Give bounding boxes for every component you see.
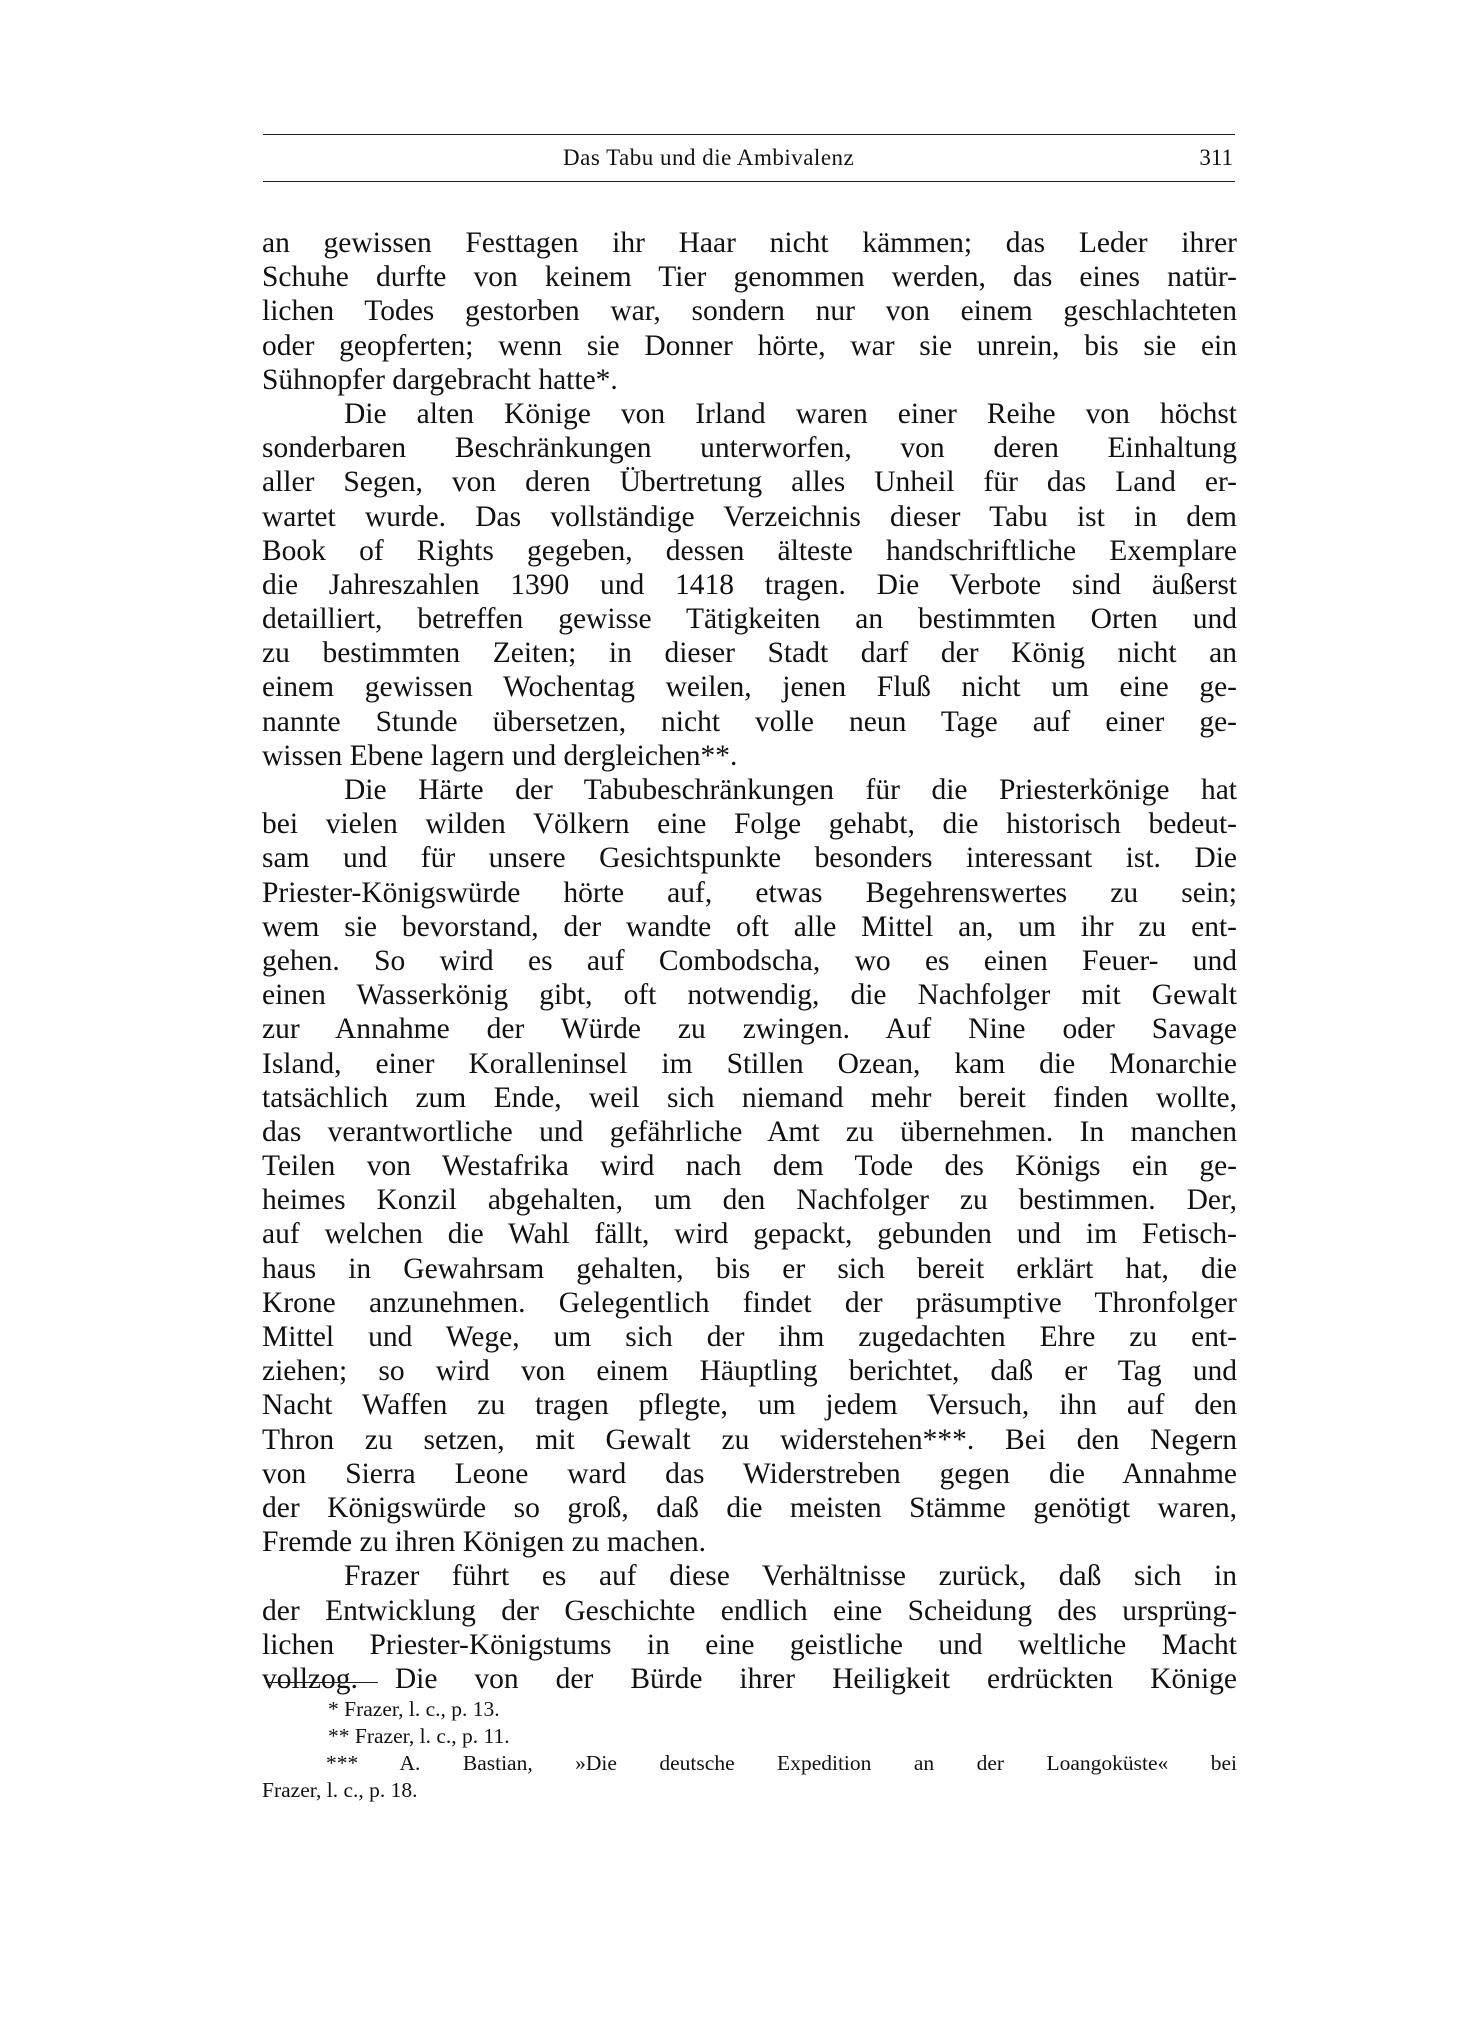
text-line: detailliert, betreffen gewisse Tätigkeiten an bestimmten Orten und [262, 603, 1237, 636]
text-line: der Entwicklung der Geschichte endlich eine Scheidung des ursprüng- [262, 1594, 1237, 1627]
text-line: die Jahreszahlen 1390 und 1418 tragen. Die Verbote sind äußerst [262, 568, 1237, 601]
text-line: Teilen von Westafrika wird nach dem Tode des Königs ein ge- [262, 1150, 1237, 1183]
text-line: lichen Todes gestorben war, sondern nur von einem geschlachteten [262, 295, 1237, 328]
text-line: haus in Gewahrsam gehalten, bis er sich bereit erklärt hat, die [262, 1252, 1237, 1285]
text-line: Die alten Könige von Irland waren einer Reihe von höchst [344, 397, 1237, 430]
text-line: Schuhe durfte von keinem Tier genommen werden, das eines natür- [262, 261, 1237, 294]
text-line: Fremde zu ihren Königen zu machen. [262, 1526, 706, 1559]
text-line: Nacht Waffen zu tragen pflegte, um jedem Versuch, ihn auf den [262, 1389, 1237, 1422]
text-line: zu bestimmten Zeiten; in dieser Stadt darf der König nicht an [262, 637, 1237, 670]
text-line: lichen Priester-Königstums in eine geistliche und weltliche Macht [262, 1628, 1237, 1661]
text-line: heimes Konzil abgehalten, um den Nachfolger zu bestimmen. Der, [262, 1184, 1237, 1217]
text-line: einen Wasserkönig gibt, oft notwendig, die Nachfolger mit Gewalt [262, 979, 1237, 1012]
text-line: Thron zu setzen, mit Gewalt zu widerstehen***. Bei den Negern [262, 1423, 1237, 1456]
text-line: wissen Ebene lagern und dergleichen**. [262, 739, 738, 772]
text-line: tatsächlich zum Ende, weil sich niemand mehr bereit finden wollte, [262, 1081, 1237, 1114]
text-line: wem sie bevorstand, der wandte oft alle Mittel an, um ihr zu ent- [262, 910, 1237, 943]
text-line: auf welchen die Wahl fällt, wird gepackt, gebunden und im Fetisch- [262, 1218, 1237, 1251]
text-line: vollzog. Die von der Bürde ihrer Heiligkeit erdrückten Könige [262, 1662, 1237, 1695]
text-line: nannte Stunde übersetzen, nicht volle neun Tage auf einer ge- [262, 705, 1237, 738]
text-line: der Königswürde so groß, daß die meisten Stämme genötigt waren, [262, 1491, 1237, 1524]
footnote-rule [266, 1682, 378, 1683]
text-line: ziehen; so wird von einem Häuptling berichtet, daß er Tag und [262, 1355, 1237, 1388]
text-line: Krone anzunehmen. Gelegentlich findet der präsumptive Thronfolger [262, 1286, 1237, 1319]
text-line: aller Segen, von deren Übertretung alles Unheil für das Land er- [262, 466, 1237, 499]
text-line: einem gewissen Wochentag weilen, jenen Fluß nicht um eine ge- [262, 671, 1237, 704]
text-line: Priester-Königswürde hörte auf, etwas Begehrenswertes zu sein; [262, 876, 1237, 909]
text-line: Book of Rights gegeben, dessen älteste handschriftliche Exemplare [262, 534, 1237, 567]
text-line: an gewissen Festtagen ihr Haar nicht kämmen; das Leder ihrer [262, 227, 1237, 259]
running-head [263, 143, 1235, 173]
text-line: bei vielen wilden Völkern eine Folge gehabt, die historisch bedeut- [262, 808, 1237, 841]
text-line: Die Härte der Tabubeschränkungen für die Priesterkönige hat [344, 774, 1237, 806]
running-title: Das Tabu und die Ambivalenz [563, 145, 855, 170]
header-rule-bottom [263, 181, 1235, 182]
text-line: sam und für unsere Gesichtspunkte besonders interessant ist. Die [262, 842, 1237, 875]
text-line: gehen. So wird es auf Combodscha, wo es einen Feuer- und [262, 944, 1237, 977]
text-line: Frazer führt es auf diese Verhältnisse zurück, daß sich in [344, 1560, 1237, 1593]
page-number: 311 [1199, 145, 1233, 170]
text-line: Sühnopfer dargebracht hatte*. [262, 363, 618, 396]
text-line: Island, einer Koralleninsel im Stillen Ozean, kam die Monarchie [262, 1047, 1237, 1080]
text-line: wartet wurde. Das vollständige Verzeichnis dieser Tabu ist in dem [262, 500, 1237, 533]
text-line: sonderbaren Beschränkungen unterworfen, von deren Einhaltung [262, 432, 1237, 465]
footnote-continuation: Frazer, l. c., p. 18. [262, 1778, 418, 1802]
text-line: Mittel und Wege, um sich der ihm zugedachten Ehre zu ent- [262, 1321, 1237, 1353]
text-line: zur Annahme der Würde zu zwingen. Auf Nine oder Savage [262, 1013, 1237, 1046]
footnote: ** Frazer, l. c., p. 11. [328, 1724, 510, 1748]
footnote: * Frazer, l. c., p. 13. [328, 1697, 500, 1721]
footnote: *** A. Bastian, »Die deutsche Expedition an der Loangoküste« bei [326, 1751, 1237, 1775]
text-line: von Sierra Leone ward das Widerstreben gegen die Annahme [262, 1457, 1237, 1490]
text-line: oder geopferten; wenn sie Donner hörte, war sie unrein, bis sie ein [262, 329, 1237, 362]
header-rule-top [263, 134, 1235, 135]
body-text [262, 226, 1237, 1696]
footnotes [262, 1696, 1237, 1804]
text-line: das verantwortliche und gefährliche Amt zu übernehmen. In manchen [262, 1115, 1237, 1148]
